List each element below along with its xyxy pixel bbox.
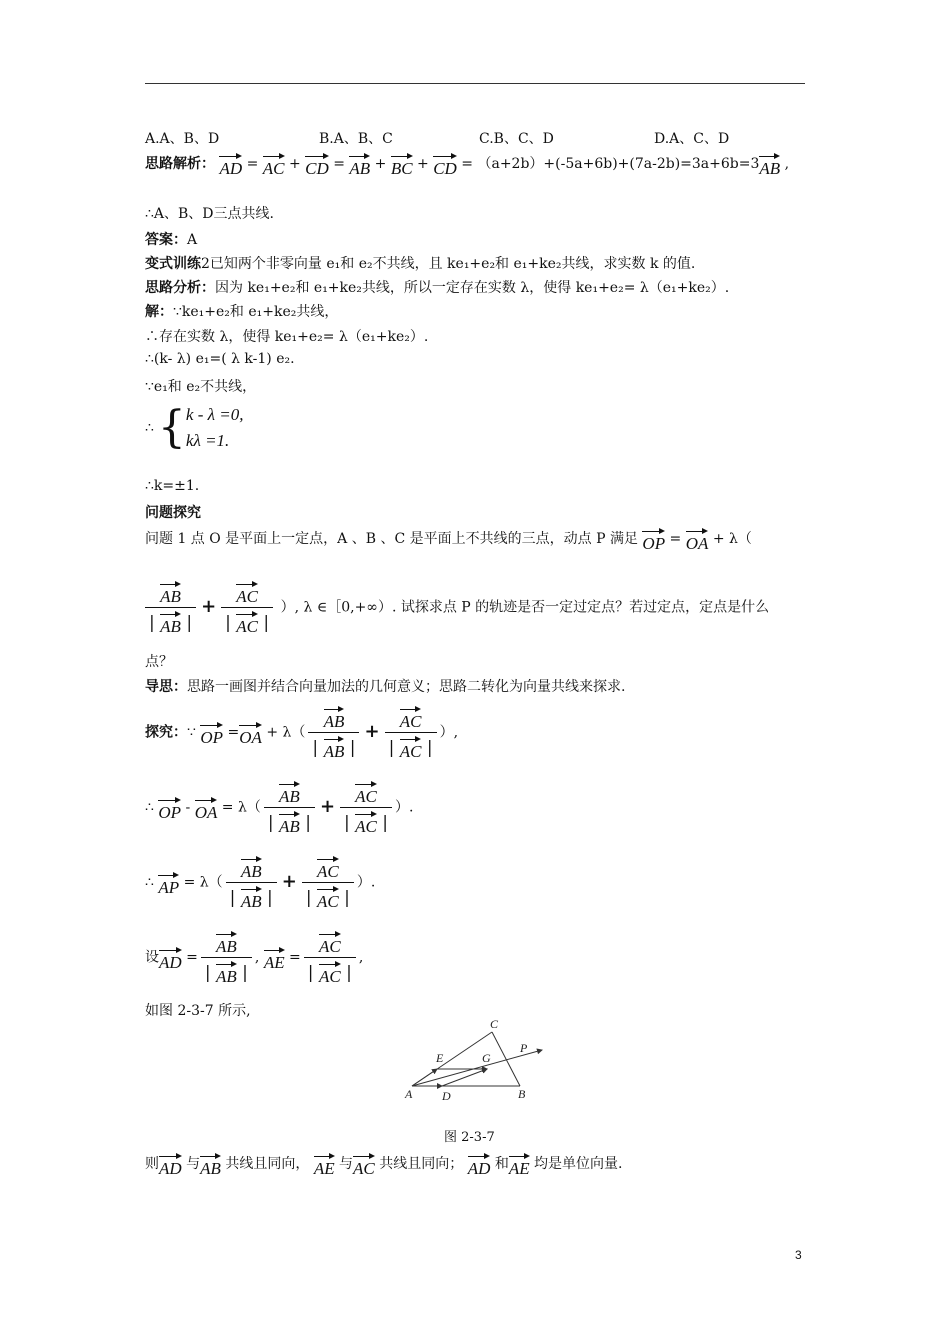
solution-label: 解：	[145, 304, 173, 320]
figure-caption: 图 2-3-7	[444, 1130, 495, 1145]
lambda-open: λ（	[238, 799, 261, 816]
comma: ,	[254, 949, 260, 966]
vector-cd: CD	[433, 152, 457, 177]
solution-line-1	[145, 301, 338, 321]
set-word: 设	[145, 949, 159, 966]
final-text-3: 共线且同向，	[225, 1156, 310, 1172]
header-rule	[145, 83, 805, 84]
therefore-symbol: ∴	[145, 799, 154, 816]
answer-label: 答案：	[145, 232, 187, 248]
label-e: E	[436, 1051, 444, 1065]
vector-ac: AC	[263, 152, 285, 177]
variant-label: 变式训练	[145, 256, 201, 272]
segment-bc	[492, 1032, 520, 1086]
system-eq-1: k - λ =0,	[185, 405, 244, 424]
label-a: A	[405, 1087, 413, 1101]
explore-line-2: ∴ OP - OA = λ（ $\frac{AB}{| AB |}$ + $\frac{AC}{| AC |}$ ）.	[145, 780, 414, 835]
lambda-open: λ（	[282, 724, 306, 741]
figure-reference: 如图 2-3-7 所示,	[145, 1003, 251, 1019]
final-text-7: 均是单位向量.	[534, 1156, 623, 1172]
problem-text-1b: + λ（	[712, 531, 752, 547]
vector-ab: AB	[349, 152, 370, 177]
option-d: D.A、C、D	[654, 131, 730, 147]
conclusion-line: ∴A、B、D三点共线.	[145, 206, 274, 222]
lambda-open: λ（	[199, 874, 223, 891]
option-a: A.A、B、D	[145, 131, 220, 147]
analysis-expr: （a+2b）+(-5a+6b)+(7a-2b)=3a+6b=3	[477, 156, 760, 172]
explore-line-4: 设AD = $\frac{AB}{| AB |}$ , AE = $\frac{AC}{| AC |}$ ,	[145, 930, 363, 985]
because-symbol: ∵	[187, 724, 196, 741]
problem-text-2: ）, λ ∈［0,+∞）. 试探求点 P 的轨迹是否一定过定点？若过定点，定点是什么	[280, 599, 770, 616]
system-eq-2: kλ =1.	[185, 431, 230, 450]
solution-line-3: ∴(k- λ) e₁=( λ k-1) e₂.	[145, 351, 295, 367]
final-text-2: 与	[186, 1156, 201, 1172]
label-p: P	[520, 1041, 528, 1055]
guide-line	[145, 676, 625, 696]
label-d: D	[442, 1089, 451, 1103]
fraction-ac: $\frac{AC}{| AC |}$	[385, 705, 437, 760]
solution-line-4: ∵e₁和 e₂不共线，	[145, 379, 257, 395]
fraction-ac: $\frac{AC}{| AC |}$	[302, 855, 354, 910]
problem-line-2: $\frac{AB}{| AB |}$ + $\frac{AC}{| AC |}$ ）, λ ∈［0,+∞）. 试探求点 P 的轨迹是否一定过定点？若过定点，定点是什么	[145, 580, 769, 635]
option-b: B.A、B、C	[319, 131, 393, 147]
vector-oa: OA	[686, 527, 709, 552]
solution-text-1: ∵ke₁+e₂和 e₁+ke₂共线，	[173, 304, 339, 320]
equation-system	[145, 402, 243, 454]
fraction-ac: $\frac{AC}{| AC |}$	[221, 580, 273, 635]
options-line	[145, 128, 730, 148]
section-title: 问题探究	[145, 505, 201, 521]
vector-bc: BC	[391, 152, 413, 177]
triangle-diagram	[402, 1016, 552, 1106]
final-line: 则AD 与AB 共线且同向， AE 与AC 共线且同向； AD 和AE 均是单位向量.	[145, 1152, 623, 1177]
analysis-line-1: 思路解析： AD = AC + CD = AB + BC + CD = （a+2b）+(-5a+6b)+(7a-2b)=3a+6b=3AB ,	[145, 152, 789, 177]
fraction-ac: $\frac{AC}{| AC |}$	[340, 780, 392, 835]
final-text-6: 和	[494, 1156, 509, 1172]
therefore-symbol: ∴	[145, 420, 154, 436]
solution-line-2: ∴存在实数 λ，使得 ke₁+e₂= λ（e₁+ke₂）.	[145, 329, 429, 345]
close-paren: ）.	[395, 799, 414, 816]
problem-line-1: 问题 1 点 O 是平面上一定点，A 、B 、C 是平面上不共线的三点，动点 P 满足 OP = OA + λ（	[145, 527, 752, 552]
option-c: C.B、C、D	[479, 131, 554, 147]
analysis-label: 思路解析：	[145, 156, 215, 172]
problem-text-1: 问题 1 点 O 是平面上一定点，A 、B 、C 是平面上不共线的三点，动点 P 满足	[145, 531, 638, 547]
guide-text: 思路一画图并结合向量加法的几何意义；思路二转化为向量共线来探求.	[187, 679, 626, 695]
close-paren: ）,	[439, 724, 459, 741]
fraction-ab: $\frac{AB}{| AB |}$	[201, 930, 252, 985]
fraction-ab: $\frac{AB}{| AB |}$	[226, 855, 277, 910]
explore-line-1: 探究：∵ OP =OA + λ（ $\frac{AB}{| AB |}$ + $\frac{AC}{| AC |}$ ）,	[145, 705, 458, 760]
analysis2-label: 思路分析：	[145, 280, 215, 296]
explore-line-3: ∴ AP = λ（ $\frac{AB}{| AB |}$ + $\frac{AC}{| AC |}$ ）.	[145, 855, 375, 910]
final-text-4: 与	[339, 1156, 354, 1172]
system-lines	[186, 402, 244, 454]
left-brace: {	[157, 402, 186, 453]
page-number: 3	[795, 1248, 802, 1262]
analysis2-line	[145, 277, 729, 297]
vector-ab: AB	[759, 152, 780, 177]
answer-value: A	[187, 232, 198, 248]
vector-op: OP	[642, 527, 665, 552]
variant-text: 2已知两个非零向量 e₁和 e₂不共线，且 ke₁+e₂和 e₁+ke₂共线，求实数 k 的值.	[201, 256, 696, 272]
result-line: ∴k=±1.	[145, 478, 200, 494]
fraction-ab: $\frac{AB}{| AB |}$	[308, 705, 359, 760]
vector-cd: CD	[305, 152, 329, 177]
analysis2-text: 因为 ke₁+e₂和 e₁+ke₂共线，所以一定存在实数 λ，使得 ke₁+e₂= λ（e₁+ke₂）.	[215, 280, 730, 296]
vector-ae-line	[412, 1069, 437, 1086]
label-c: C	[490, 1017, 499, 1031]
close-paren: ）.	[356, 874, 376, 891]
fraction-ab: $\frac{AB}{| AB |}$	[264, 780, 315, 835]
answer-line	[145, 229, 197, 249]
final-text-1: 则	[145, 1156, 159, 1172]
vector-ad: AD	[219, 152, 242, 177]
final-text-5: 共线且同向；	[379, 1156, 464, 1172]
explore-label: 探究：	[145, 724, 187, 741]
ray-ap	[412, 1050, 542, 1086]
problem-line-3: 点？	[145, 654, 173, 670]
label-g: G	[482, 1051, 491, 1065]
fraction-ac: $\frac{AC}{| AC |}$	[304, 930, 356, 985]
therefore-symbol: ∴	[145, 874, 154, 891]
guide-label: 导思：	[145, 679, 187, 695]
label-b: B	[518, 1087, 526, 1101]
figure-2-3-7	[402, 1016, 552, 1110]
variant-line	[145, 253, 695, 273]
comma: ,	[358, 949, 364, 966]
fraction-ab: $\frac{AB}{| AB |}$	[145, 580, 196, 635]
